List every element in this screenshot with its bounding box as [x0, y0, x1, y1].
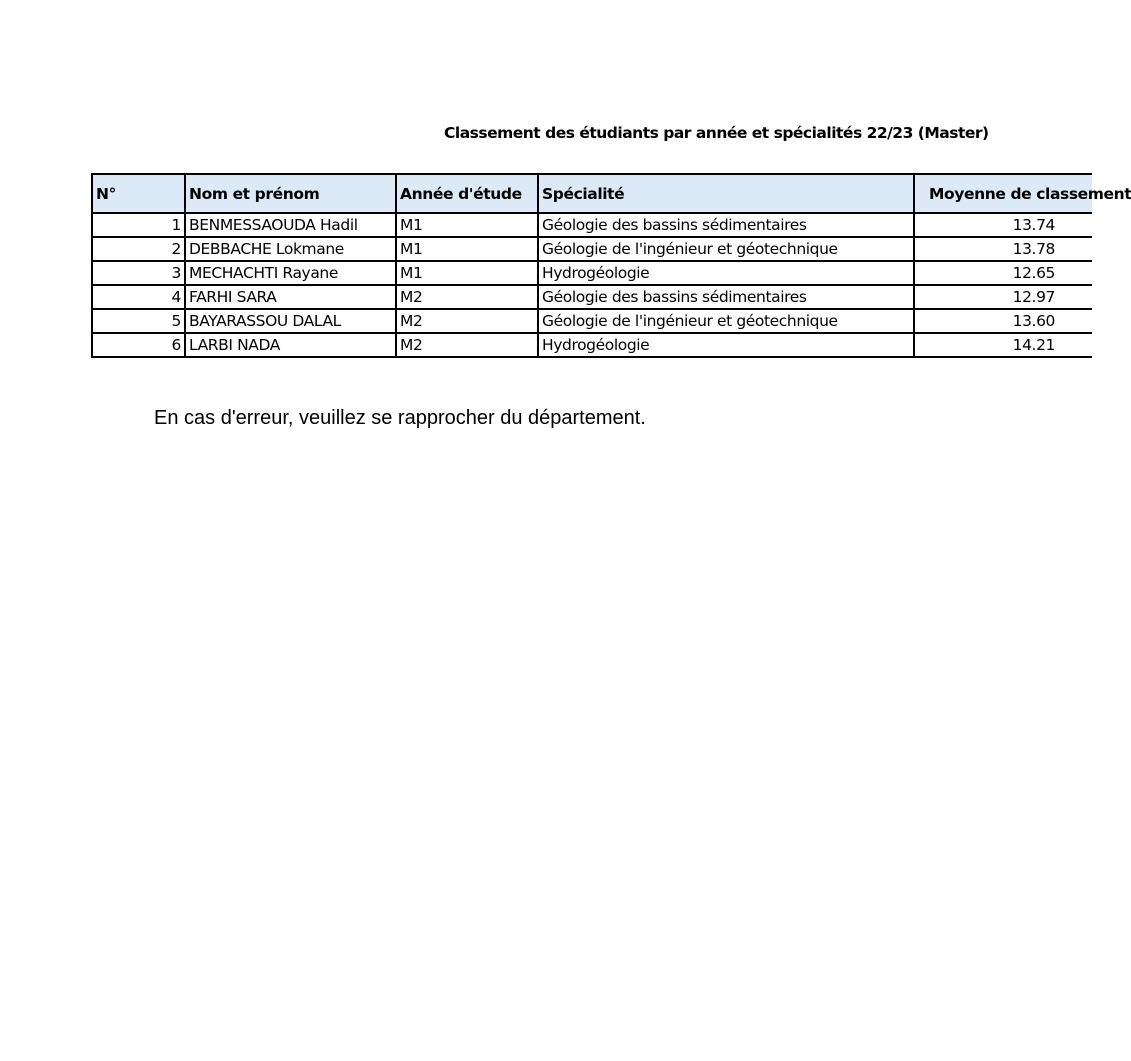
row-name: FARHI SARA: [185, 285, 396, 309]
ranking-table: [91, 173, 1131, 358]
table-row: [92, 261, 1092, 285]
row-number: 6: [92, 333, 185, 357]
document-title: Classement des étudiants par année et spécialités 22/23 (Master): [444, 124, 989, 142]
row-specialty: Géologie de l'ingénieur et géotechnique: [538, 309, 914, 333]
row-name: BENMESSAOUDA Hadil: [185, 213, 396, 237]
row-number: 4: [92, 285, 185, 309]
row-average: 14.21: [914, 333, 1092, 357]
header-number: N°: [92, 174, 185, 213]
row-specialty: Géologie des bassins sédimentaires: [538, 213, 914, 237]
row-year: M2: [396, 309, 538, 333]
ranking-table-container: [91, 173, 1131, 358]
row-name: DEBBACHE Lokmane: [185, 237, 396, 261]
header-year: Année d'étude: [396, 174, 538, 213]
row-average: 12.65: [914, 261, 1092, 285]
row-average: 13.74: [914, 213, 1092, 237]
row-year: M2: [396, 285, 538, 309]
row-year: M2: [396, 333, 538, 357]
row-year: M1: [396, 237, 538, 261]
row-average: 13.78: [914, 237, 1092, 261]
row-number: 2: [92, 237, 185, 261]
table-row: [92, 285, 1092, 309]
header-average: Moyenne de classement: [914, 174, 1092, 213]
row-number: 5: [92, 309, 185, 333]
row-year: M1: [396, 213, 538, 237]
row-name: BAYARASSOU DALAL: [185, 309, 396, 333]
table-header-row: [92, 174, 1092, 213]
row-specialty: Géologie des bassins sédimentaires: [538, 285, 914, 309]
table-row: [92, 309, 1092, 333]
row-average: 12.97: [914, 285, 1092, 309]
row-name: LARBI NADA: [185, 333, 396, 357]
row-year: M1: [396, 261, 538, 285]
row-specialty: Géologie de l'ingénieur et géotechnique: [538, 237, 914, 261]
table-row: [92, 333, 1092, 357]
error-contact-note: En cas d'erreur, veuillez se rapprocher du département.: [154, 407, 646, 429]
row-specialty: Hydrogéologie: [538, 261, 914, 285]
row-number: 1: [92, 213, 185, 237]
row-specialty: Hydrogéologie: [538, 333, 914, 357]
row-name: MECHACHTI Rayane: [185, 261, 396, 285]
row-number: 3: [92, 261, 185, 285]
table-row: [92, 237, 1092, 261]
header-specialty: Spécialité: [538, 174, 914, 213]
table-row: [92, 213, 1092, 237]
header-name: Nom et prénom: [185, 174, 396, 213]
row-average: 13.60: [914, 309, 1092, 333]
